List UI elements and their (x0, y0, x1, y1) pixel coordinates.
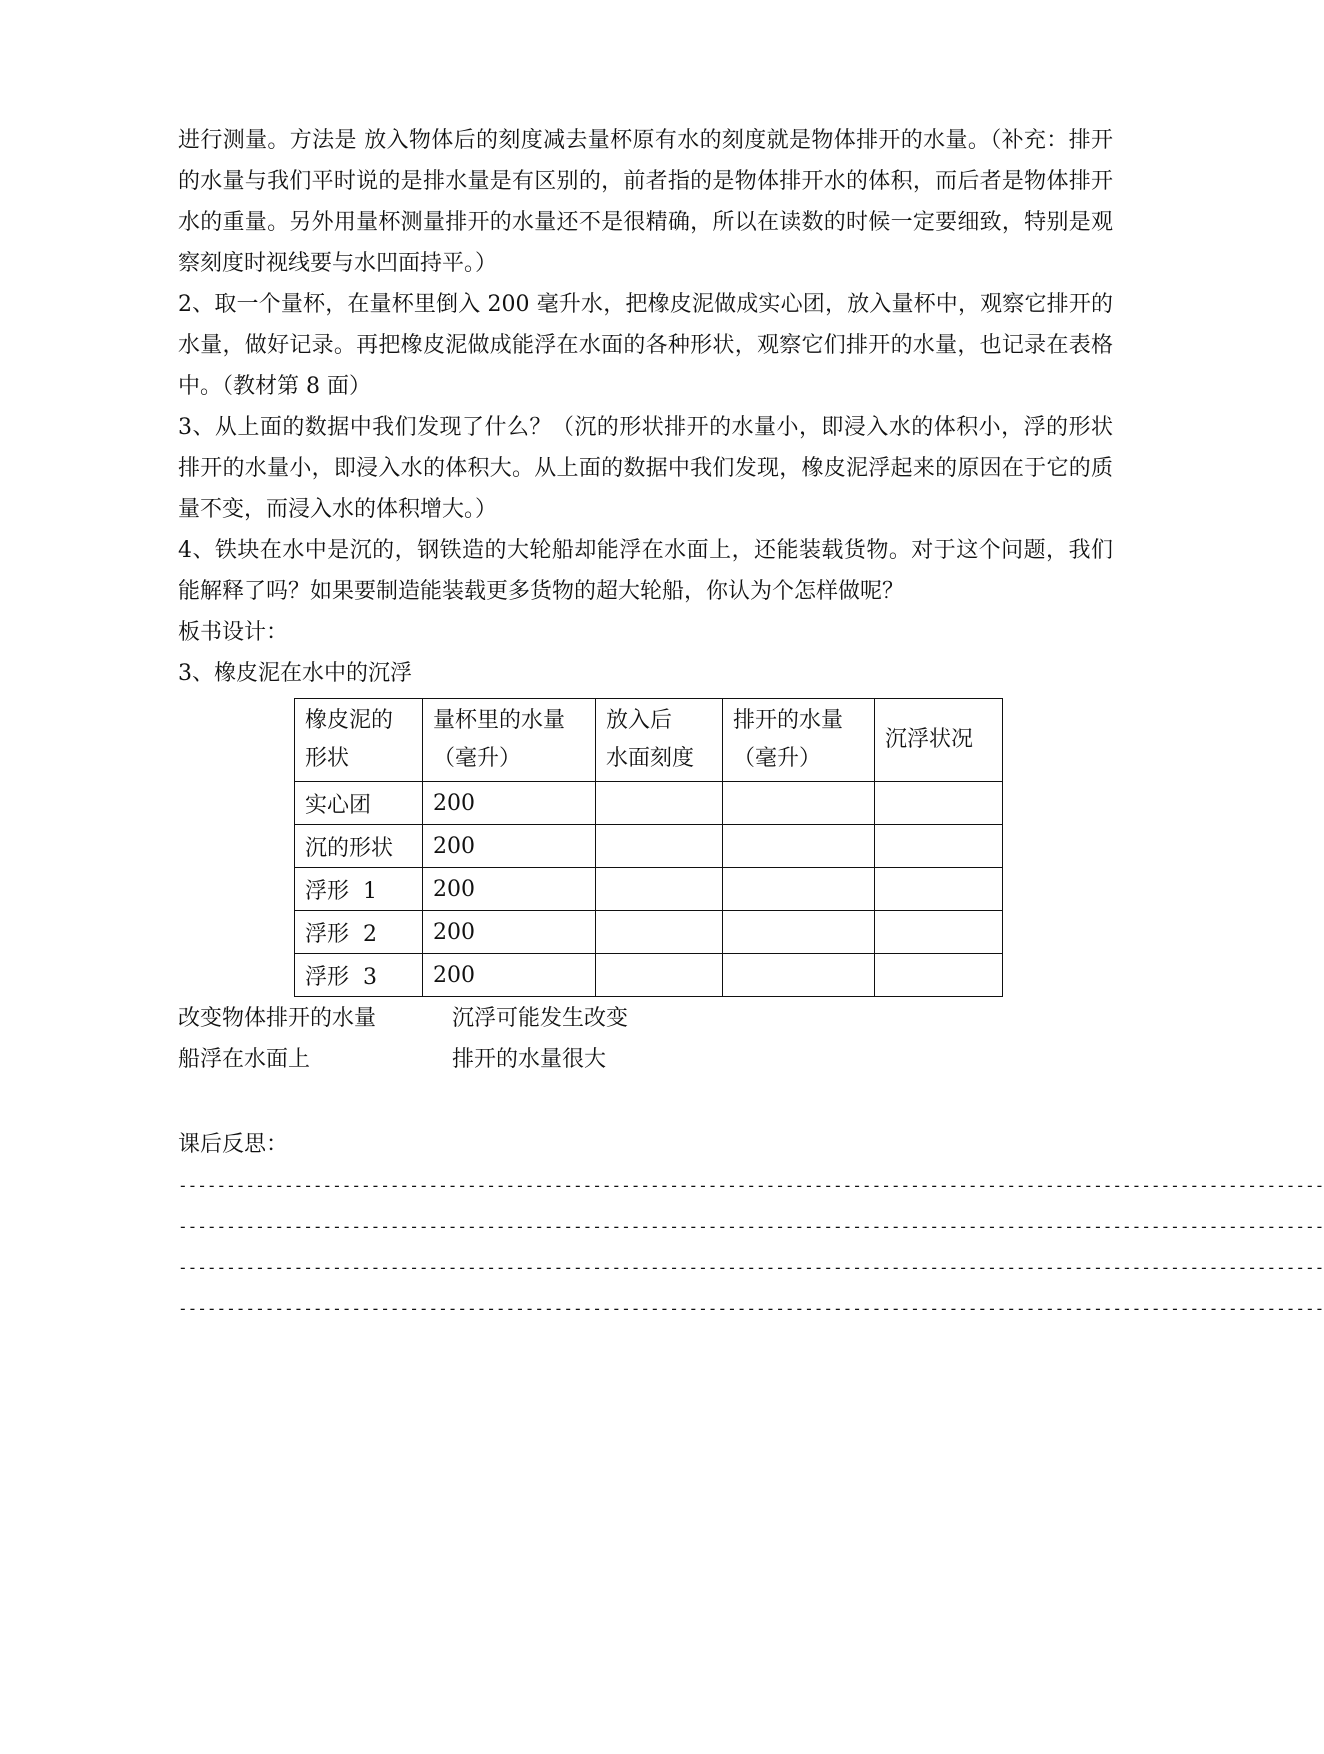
table-cell (723, 954, 875, 997)
table-cell (596, 954, 723, 997)
summary-left: 船浮在水面上 (178, 1047, 311, 1072)
paragraph-measurement: 进行测量。方法是 放入物体后的刻度减去量杯原有水的刻度就是物体排开的水量。（补充：排开的水量与我们平时说的是排水量是有区别的，前者指的是物体排开水的体积，而后者是物体排开水的重量。另外用量杯测量排开的水量还不是很精确，所以在读数的时候一定要细致，特别是观察刻度时视线要与水凹面持平。） (178, 128, 1113, 276)
header-after-level: 放入后 水面刻度 (596, 699, 723, 782)
reflection-line: ----------------------------------------------------------------------------------------------------------------------- (178, 1217, 1324, 1236)
paragraph-step-3: 3、从上面的数据中我们发现了什么？（沉的形状排开的水量小，即浸入水的体积小，浮的形状排开的水量小，即浸入水的体积大。从上面的数据中我们发现，橡皮泥浮起来的原因在于它的质量不变，而浸入水的体积增大。） (178, 415, 1113, 522)
paragraph-step-4: 4、铁块在水中是沉的，钢铁造的大轮船却能浮在水面上，还能装载货物。对于这个问题，我们能解释了吗？如果要制造能装载更多货物的超大轮船，你认为个怎样做呢？ (178, 538, 1113, 604)
table-cell: 200 (423, 782, 596, 825)
table-cell: 200 (423, 954, 596, 997)
header-sink-float: 沉浮状况 (875, 699, 1003, 782)
table-cell (875, 868, 1003, 911)
summary-left: 改变物体排开的水量 (178, 1006, 377, 1031)
reflection-line: ----------------------------------------------------------------------------------------------------------------------- (178, 1299, 1324, 1318)
header-shape: 橡皮泥的 形状 (295, 699, 423, 782)
table-cell: 浮形 1 (295, 868, 423, 911)
table-cell (875, 825, 1003, 868)
summary-line-1 (178, 998, 628, 1039)
table-cell (723, 868, 875, 911)
board-design-label: 板书设计： (178, 620, 289, 645)
table-row (295, 782, 1003, 825)
board-title: 3、橡皮泥在水中的沉浮 (178, 661, 412, 686)
summary-right: 排开的水量很大 (452, 1047, 607, 1072)
table-cell: 200 (423, 911, 596, 954)
reflection-line: ----------------------------------------------------------------------------------------------------------------------- (178, 1258, 1324, 1277)
table-row (295, 825, 1003, 868)
reflection-line: ----------------------------------------------------------------------------------------------------------------------- (178, 1176, 1324, 1195)
header-water-volume: 量杯里的水量 （毫升） (423, 699, 596, 782)
table-cell (723, 825, 875, 868)
table-row (295, 868, 1003, 911)
table-cell (875, 954, 1003, 997)
paragraph-step-2: 2、取一个量杯，在量杯里倒入 200 毫升水，把橡皮泥做成实心团，放入量杯中，观察它排开的水量，做好记录。再把橡皮泥做成能浮在水面的各种形状，观察它们排开的水量，也记录在表格中。（教材第 8 面） (178, 292, 1113, 399)
table-cell: 实心团 (295, 782, 423, 825)
table-row (295, 911, 1003, 954)
table-cell (723, 782, 875, 825)
table-cell: 浮形 2 (295, 911, 423, 954)
data-table (294, 698, 1003, 997)
table-cell (596, 911, 723, 954)
table-cell (596, 782, 723, 825)
table-cell (723, 911, 875, 954)
reflection-label: 课后反思： (178, 1132, 289, 1157)
table-cell (596, 825, 723, 868)
table-row (295, 954, 1003, 997)
document-body (178, 120, 1113, 694)
table-cell: 浮形 3 (295, 954, 423, 997)
table-cell: 200 (423, 825, 596, 868)
table-cell (875, 911, 1003, 954)
table-cell (875, 782, 1003, 825)
table-header-row (295, 699, 1003, 782)
table-cell: 沉的形状 (295, 825, 423, 868)
summary-line-2 (178, 1039, 606, 1080)
summary-right: 沉浮可能发生改变 (452, 1006, 629, 1031)
table-cell: 200 (423, 868, 596, 911)
header-displaced-water: 排开的水量 （毫升） (723, 699, 875, 782)
table-cell (596, 868, 723, 911)
